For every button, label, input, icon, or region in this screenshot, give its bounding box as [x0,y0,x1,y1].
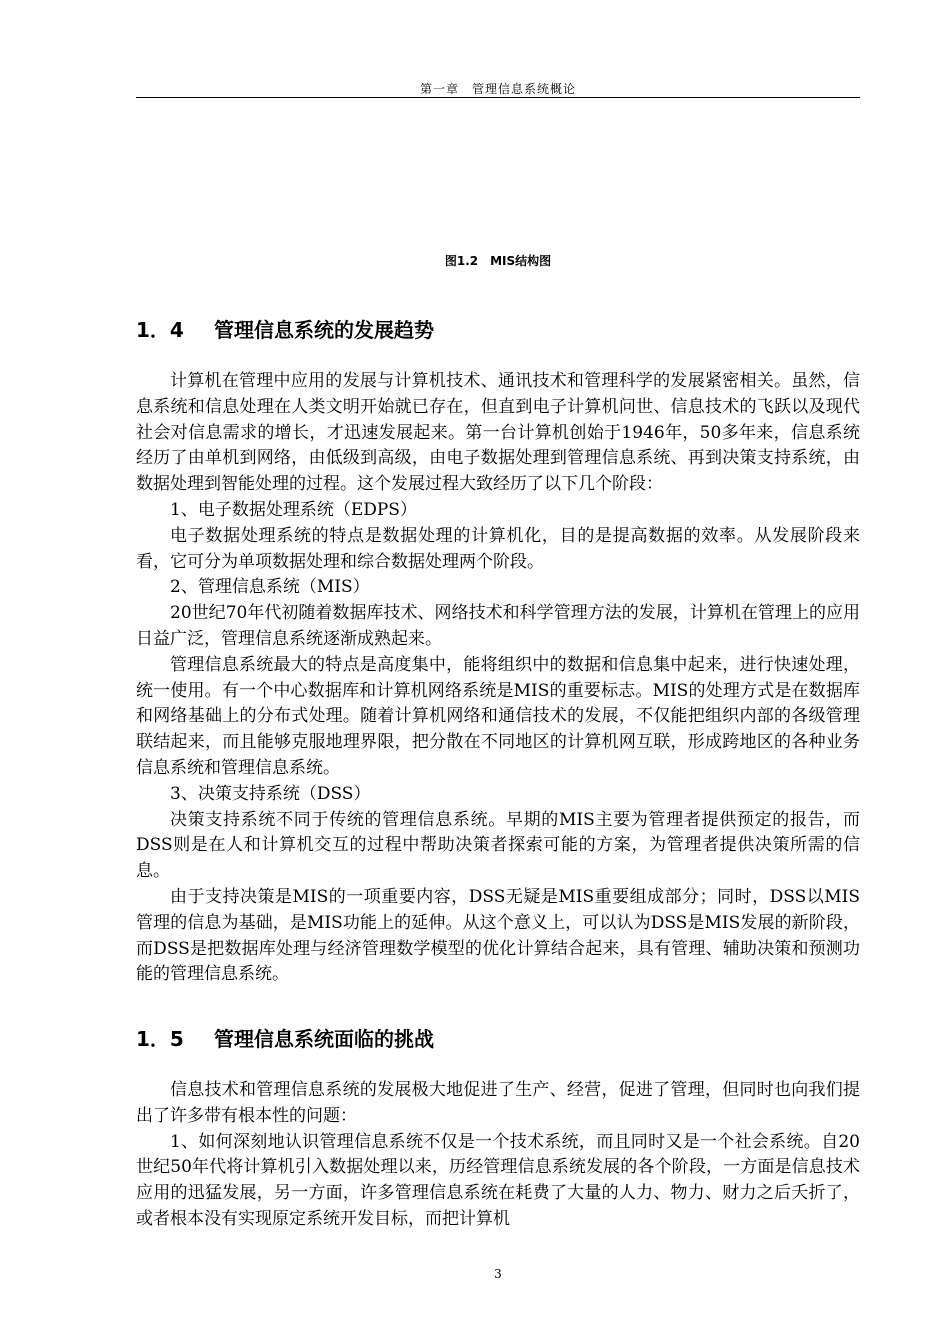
section-number: 1．5 [136,1027,184,1051]
paragraph: 2、管理信息系统（MIS） [170,577,370,598]
paragraph: 20世纪70年代初随着数据库技术、网络技术和科学管理方法的发展，计算机在管理上的应用日益广泛，管理信息系统逐渐成熟起来。 [136,603,860,649]
paragraph: 1、如何深刻地认识管理信息系统不仅是一个技术系统，而且同时又是一个社会系统。自20世纪50年代将计算机引入数据处理以来，历经管理信息系统发展的各个阶段，一方面是信息技术应用的迅猛发展，另一方面，许多管理信息系统在耗费了大量的人力、物力、财力之后夭折了，或者根本没有实现原定系统开发目标，而把计算机 [136,1131,860,1229]
section-number: 1．4 [136,318,184,342]
page-number: 3 [494,1267,502,1281]
paragraph: 决策支持系统不同于传统的管理信息系统。早期的MIS主要为管理者提供预定的报告，而DSS则是在人和计算机交互的过程中帮助决策者探索可能的方案，为管理者提供决策所需的信息。 [136,809,860,882]
paragraph: 管理信息系统最大的特点是高度集中，能将组织中的数据和信息集中起来，进行快速处理，统一使用。有一个中心数据库和计算机网络系统是MIS的重要标志。MIS的处理方式是在数据库和网络基础上的分布式处理。随着计算机网络和通信技术的发展，不仅能把组织内部的各级管理联结起来，而且能够克服地理界限，把分散在不同地区的计算机网互联，形成跨地区的各种业务信息系统和管理信息系统。 [136,654,860,778]
paragraph: 由于支持决策是MIS的一项重要内容，DSS无疑是MIS重要组成部分；同时，DSS以MIS管理的信息为基础，是MIS功能上的延伸。从这个意义上，可以认为DSS是MIS发展的新阶段，而DSS是把数据库处理与经济管理数学模型的优化计算结合起来，具有管理、辅助决策和预测功能的管理信息系统。 [136,886,860,985]
section-1-5-body [136,1078,860,1233]
paragraph: 计算机在管理中应用的发展与计算机技术、通讯技术和管理科学的发展紧密相关。虽然，信息系统和信息处理在人类文明开始就已存在，但直到电子计算机问世、信息技术的飞跃以及现代社会对信息需求的增长，才迅速发展起来。第一台计算机创始于1946年，50多年来，信息系统经历了由单机到网络，由低级到高级，由电子数据处理到管理信息系统、再到决策支持系统，由数据处理到智能处理的过程。这个发展过程大致经历了以下几个阶段： [136,371,860,495]
section-heading-1-4 [136,314,860,343]
section-title: 管理信息系统的发展趋势 [214,318,434,342]
paragraph: 1、电子数据处理系统（EDPS） [170,499,417,520]
running-header: 第一章 管理信息系统概论 [419,82,576,96]
section-1-4-body [136,369,860,988]
figure-caption: 图1.2 MIS结构图 [444,254,552,268]
paragraph: 电子数据处理系统的特点是数据处理的计算机化，目的是提高数据的效率。从发展阶段来看，它可分为单项数据处理和综合数据处理两个阶段。 [136,525,860,572]
paragraph: 3、决策支持系统（DSS） [170,783,371,804]
header-rule [136,97,860,98]
paragraph: 信息技术和管理信息系统的发展极大地促进了生产、经营，促进了管理，但同时也向我们提出了许多带有根本性的问题： [136,1080,860,1126]
section-title: 管理信息系统面临的挑战 [214,1027,434,1051]
section-heading-1-5 [136,1023,860,1052]
